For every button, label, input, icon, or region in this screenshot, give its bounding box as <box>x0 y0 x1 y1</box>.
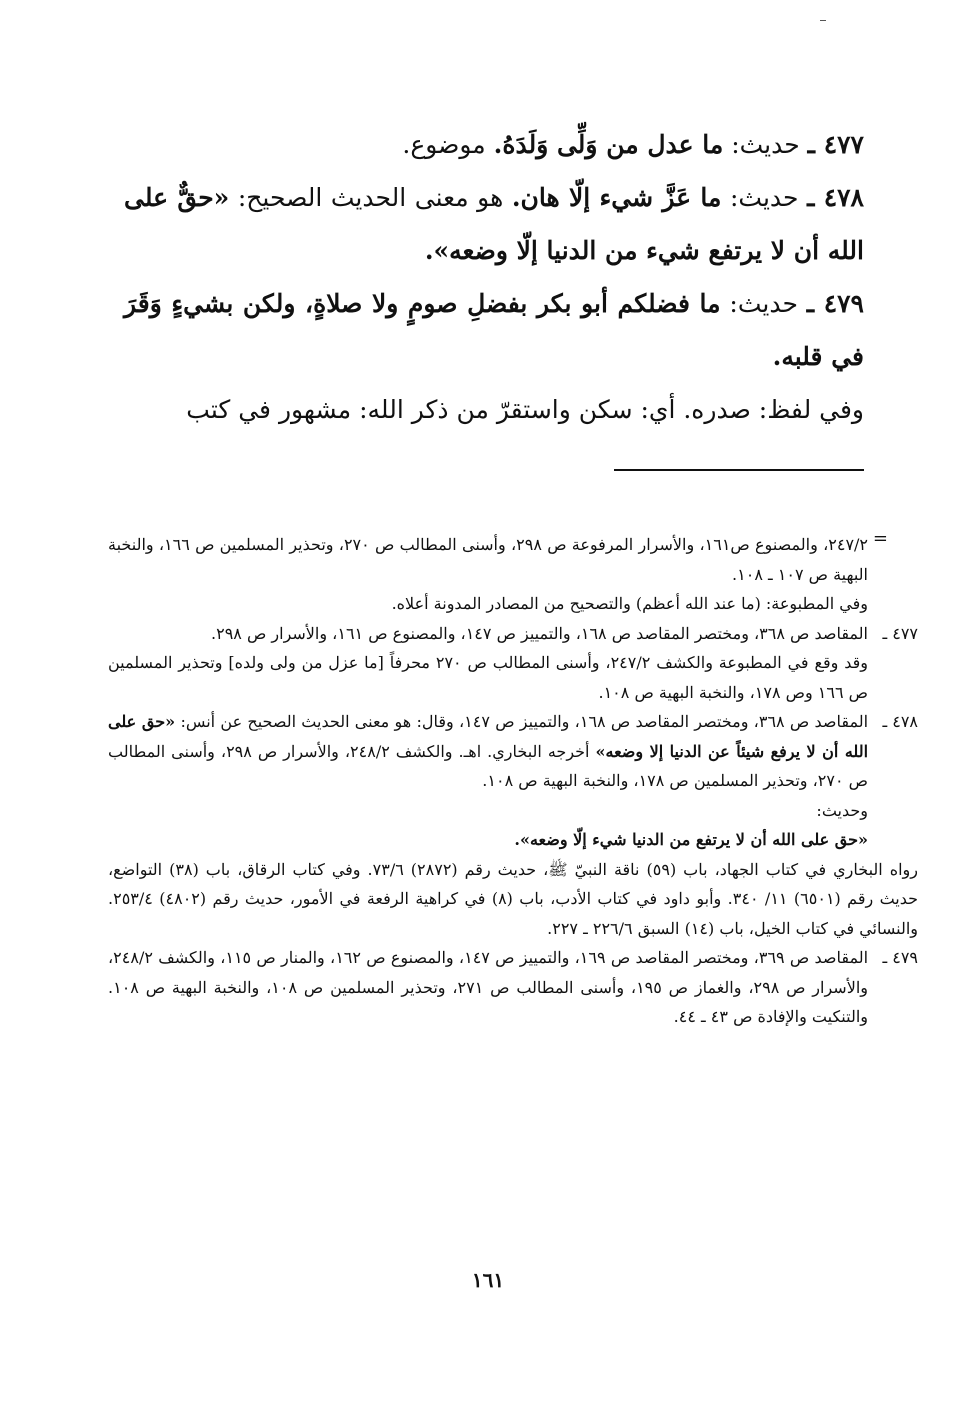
hadith-477-text: ما عدل من وَلِّى وَلَدَهُ. <box>493 130 724 159</box>
footnote-478-quote: «حق على الله أن لا يرفع شيئاً عن الدنيا إلا وضعه» <box>108 712 869 761</box>
hadith-477-number: ٤٧٧ ـ <box>807 130 864 159</box>
hadith-478-comment: هو معنى الحديث الصحيح: <box>237 183 504 212</box>
footnote-477-para1: المقاصد ص ٣٦٨، ومختصر المقاصد ص ١٦٨، والتمييز ص ١٤٧، والمصنوع ص ١٦١، والأسرار ص ٢٩٨. <box>211 623 868 643</box>
hadith-478-number: ٤٧٨ ـ <box>807 183 864 212</box>
footnote-479-number: ٤٧٩ ـ <box>882 948 918 967</box>
hadith-479-number: ٤٧٩ ـ <box>806 289 864 318</box>
footnote-477 <box>108 619 918 708</box>
footnote-continued <box>108 530 868 619</box>
hadith-477-intro: حديث: <box>731 130 800 159</box>
footnote-478-para4: رواه البخاري في كتاب الجهاد، باب (٥٩) ناقة النبيّ ﷺ، حديث رقم (٢٨٧٢) ٧٣/٦. وفي كتاب الرقاق، باب (٣٨) التواضع، حديث رقم (٦٥٠١) ١١/ ٣٤٠. وأبو داود في كتاب الأدب، باب (٨) في كراهية الرفعة في الأمور، حديث رقم (٤٨٠٢) ٢٥٣/٤. والنسائي في كتاب الخيل، باب (١٤) السبق ٢٢٦/٦ ـ ٢٢٧. <box>108 859 919 938</box>
page-number: ١٦١ <box>471 1268 505 1292</box>
footnote-477-number: ٤٧٧ ـ <box>882 623 918 643</box>
footnote-478-para1c: أخرجه البخاري. اهـ. والكشف ٢٤٨/٢، والأسرار ص ٢٩٨، وأسنى المطالب ص ٢٧٠، وتحذير المسلمين ص ١٧٨، والنخبة البهية ص ١٠٨. <box>108 741 868 790</box>
hadith-478 <box>124 171 864 277</box>
footnote-479-para1: المقاصد ص ٣٦٩، ومختصر المقاصد ص ١٦٩، والتمييز ص ١٤٧، والمصنوع ص ١٦٢، والمنار ص ١١٥، والكشف ٢٤٨/٢، والأسرار ص ٢٩٨، والغماز ص ١٩٥، وأسنى المطالب ص ٢٧١، وتحذير المسلمين ص ١٠٨، والنخبة البهية ص ١٠٨. والتنكيت والإفادة ص ٤٣ ـ ٤٤. <box>108 948 869 1026</box>
footnote-478-number: ٤٧٨ ـ <box>882 712 918 731</box>
footnote-479 <box>108 943 918 1032</box>
hadith-478-intro: حديث: <box>729 183 799 212</box>
hadith-479-text: ما فضلكم أبو بكر بفضلِ صومٍ ولا صلاةٍ، ولكن بشيءٍ وَقَرَ في قلبه. <box>124 289 864 371</box>
footnote-478 <box>108 707 919 943</box>
continuation-mark: = <box>872 528 888 549</box>
hadith-478-sahih: «حقٌّ على الله أن لا يرتفع شيء من الدنيا إلّا وضعه». <box>124 183 864 265</box>
footnote-478-para2: وحديث: <box>816 800 868 820</box>
hadith-479-comment: وفي لفظ: صدره. أي: سكن واستقرّ من ذكر الله: مشهور في كتب <box>186 395 864 424</box>
hadith-478-text: ما عَزَّ شيء إلّا هان. <box>511 183 722 212</box>
hadith-479-intro: حديث: <box>729 289 798 318</box>
hadith-477-grade: موضوع. <box>402 130 486 159</box>
footnote-478-para1a: المقاصد ص ٣٦٨، ومختصر المقاصد ص ١٦٨، والتمييز ص ١٤٧، وقال: هو معنى الحديث الصحيح عن أنس: <box>180 712 869 731</box>
corner-mark <box>820 20 826 21</box>
footnote-478-quote2: «حق على الله أن لا يرتفع من الدنيا شيء إلّا وضعه». <box>514 830 868 849</box>
hadith-479 <box>124 277 864 383</box>
footnote-continued-line2: وفي المطبوعة: (ما عند الله أعظم) والتصحيح من المصادر المدونة أعلاه. <box>391 594 868 613</box>
footnote-478-para1 <box>108 707 868 796</box>
footnote-477-para2: وقد وقع في المطبوعة والكشف ٢٤٧/٢، وأسنى المطالب ص ٢٧٠ محرفاً [ما عزل من ولى ولده] وتحذير المسلمين ص ١٦٦ وص ١٧٨، والنخبة البهية ص ١٠٨. <box>108 653 868 702</box>
main-text <box>124 118 864 436</box>
footnote-separator <box>614 469 864 471</box>
footnote-478-para3 <box>108 825 868 855</box>
footnotes <box>108 530 919 1032</box>
footnote-continued-line1: ٢٤٧/٢، والمصنوع ص١٦١، والأسرار المرفوعة ص ٢٩٨، وأسنى المطالب ص ٢٧٠، وتحذير المسلمين ص ١٦٦، والنخبة البهية ص ١٠٧ ـ ١٠٨. <box>108 535 869 584</box>
hadith-477 <box>124 118 864 171</box>
